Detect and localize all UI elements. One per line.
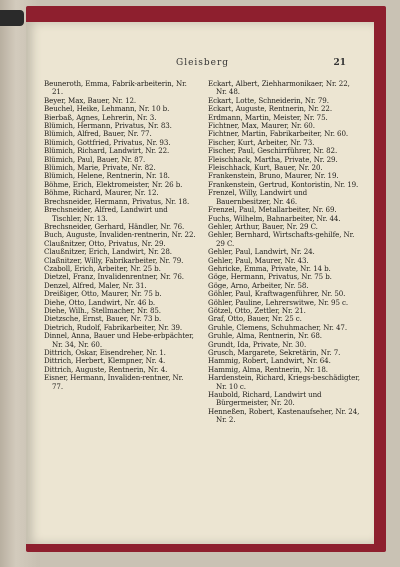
- directory-entry: Dietzsche, Ernst, Bauer, Nr. 73 b.: [44, 314, 162, 324]
- directory-entry: Czaboll, Erich, Arbeiter, Nr. 25 b.: [44, 263, 161, 273]
- directory-entry: Gehler, Paul, Maurer, Nr. 43.: [208, 255, 309, 265]
- directory-entry: Blümich, Paul, Bauer, Nr. 87.: [44, 154, 146, 164]
- directory-entry: Beuneroth, Emma, Fabrik-arbeiterin, Nr. 21.: [44, 79, 187, 97]
- directory-entry: Denzel, Alfred, Maler, Nr. 31.: [44, 280, 147, 290]
- directory-entry: Claußnitzer, Erich, Landwirt, Nr. 28.: [44, 247, 172, 257]
- directory-entry: Frenzel, Paul, Metallarbeiter, Nr. 69.: [208, 205, 337, 215]
- left-column: [44, 80, 196, 425]
- directory-entry: Brechsneider, Alfred, Landwirt und Tischler, Nr. 13.: [44, 205, 168, 223]
- running-title: Gleisberg: [176, 58, 230, 68]
- directory-entry: Eckart, Lotte, Schneiderin, Nr. 79.: [208, 95, 329, 105]
- directory-entry: Henneßen, Robert, Kastenaufseher, Nr. 24, Nr. 2.: [208, 406, 360, 425]
- directory-entry: Frankenstein, Gertrud, Kontoristin, Nr. 19.: [208, 179, 359, 189]
- directory-entry: Gehricke, Emma, Private, Nr. 14 b.: [208, 263, 331, 273]
- directory-entry: Fischer, Kurt, Arbeiter, Nr. 73.: [208, 137, 315, 147]
- directory-entry: Claßnitzer, Willy, Fabrikarbeiter, Nr. 79.: [44, 255, 184, 265]
- directory-entry: Blümich, Gottfried, Privatus, Nr. 93.: [44, 137, 171, 147]
- directory-entry: Frenzel, Willy, Landwirt und Bauernbesitzer, Nr. 46.: [208, 188, 308, 206]
- directory-entry: Dittrich, Auguste, Rentnerin, Nr. 4.: [44, 364, 168, 374]
- directory-entry: Eckart, Albert, Ziehharmonikaer, Nr. 22, Nr. 48.: [208, 79, 350, 97]
- directory-entry: Dittrich, Herbert, Klempner, Nr. 4.: [44, 356, 166, 366]
- directory-entry: Dietrich, Rudolf, Fabrikarbeiter, Nr. 39.: [44, 322, 183, 332]
- directory-entry: Göhler, Pauline, Lehrerswitwe, Nr. 95 c.: [208, 297, 349, 307]
- directory-entry: Brechsneider, Hermann, Privatus, Nr. 18.: [44, 196, 190, 206]
- directory-entry: Göge, Arno, Arbeiter, Nr. 58.: [208, 280, 309, 290]
- directory-entry: Brechsneider, Gerhard, Händler, Nr. 76.: [44, 221, 185, 231]
- directory-entry: Böhme, Richard, Maurer, Nr. 12.: [44, 188, 159, 198]
- directory-entry: Gruhle, Alma, Rentnerin, Nr. 68.: [208, 331, 322, 341]
- directory-entry: Beuchel, Heike, Lehmann, Nr. 10 b.: [44, 104, 170, 114]
- right-column: [208, 80, 360, 425]
- directory-entry: Diehe, Otto, Landwirt, Nr. 46 b.: [44, 297, 156, 307]
- directory-entry: Dietzel, Franz, Invalidenrentner, Nr. 76.: [44, 272, 184, 282]
- directory-entry: Blümich, Marie, Private, Nr. 82.: [44, 163, 156, 173]
- directory-entry: Diehe, Wilh., Stellmacher, Nr. 85.: [44, 305, 161, 315]
- directory-entry: Bierbaß, Agnes, Lehrerin, Nr. 3.: [44, 112, 157, 122]
- directory-entry: Haubold, Richard, Landwirt und Bürgermeister, Nr. 20.: [208, 390, 322, 408]
- directory-entry: Gruhle, Clemens, Schuhmacher, Nr. 47.: [208, 322, 347, 332]
- directory-columns: [44, 80, 360, 425]
- directory-entry: Dinnel, Anna, Bauer und Hebe-erbpächter, Nr. 34, Nr. 60.: [44, 331, 194, 349]
- directory-entry: Blümich, Alfred, Bauer, Nr. 77.: [44, 129, 152, 139]
- directory-entry: Erdmann, Martin, Meister, Nr. 75.: [208, 112, 328, 122]
- directory-entry: Dittrich, Oskar, Eisendreher, Nr. 1.: [44, 348, 166, 357]
- directory-entry: Fuchs, Wilhelm, Bahnarbeiter, Nr. 44.: [208, 213, 341, 223]
- directory-entry: Blümich, Richard, Landwirt, Nr. 22.: [44, 146, 170, 156]
- directory-entry: Fichtner, Martin, Fabrikarbeiter, Nr. 60.: [208, 129, 349, 139]
- directory-entry: Eisner, Hermann, Invaliden-rentner, Nr. 77.: [44, 373, 184, 391]
- directory-entry: Götzel, Otto, Zettler, Nr. 21.: [208, 305, 306, 315]
- directory-entry: Hammig, Alma, Rentnerin, Nr. 18.: [208, 364, 328, 374]
- directory-entry: Gehler, Arthur, Bauer, Nr. 29 C.: [208, 221, 318, 231]
- directory-entry: Fleischhack, Kurt, Bauer, Nr. 20.: [208, 163, 323, 173]
- directory-entry: Gehler, Paul, Landwirt, Nr. 24.: [208, 247, 315, 257]
- directory-entry: Blümich, Helene, Rentnerin, Nr. 18.: [44, 171, 170, 181]
- directory-entry: Hammig, Robert, Landwirt, Nr. 64.: [208, 356, 331, 366]
- directory-entry: Dreißiger, Otto, Maurer, Nr. 75 b.: [44, 289, 162, 299]
- directory-entry: Gehler, Bernhard, Wirtschafts-gehilfe, Nr. 29 C.: [208, 230, 355, 248]
- directory-entry: Fleischhack, Martha, Private, Nr. 29.: [208, 154, 338, 164]
- directory-entry: Fichtner, Max, Maurer, Nr. 60.: [208, 121, 315, 131]
- directory-page: [26, 22, 374, 544]
- directory-entry: Böhme, Erich, Elektromeister, Nr. 26 b.: [44, 179, 183, 189]
- directory-entry: Frankenstein, Bruno, Maurer, Nr. 19.: [208, 171, 339, 181]
- page-tab-marker: [0, 10, 24, 26]
- directory-entry: Grusch, Margarete, Sekretärin, Nr. 7.: [208, 348, 341, 357]
- directory-entry: Fischer, Paul, Geschirrführer, Nr. 82.: [208, 146, 338, 156]
- directory-entry: Beyer, Max, Bauer, Nr. 12.: [44, 95, 137, 105]
- directory-entry: Graf, Otto, Bauer, Nr. 25 c.: [208, 314, 302, 324]
- page-header: [26, 58, 374, 72]
- directory-entry: Grundt, Ida, Private, Nr. 30.: [208, 339, 307, 349]
- directory-entry: Buch, Auguste, Invaliden-rentnerin, Nr. 22.: [44, 230, 196, 240]
- directory-entry: Eckart, Auguste, Rentnerin, Nr. 22.: [208, 104, 333, 114]
- directory-entry: Hardenstein, Richard, Kriegs-beschädigter, Nr. 10 c.: [208, 373, 360, 391]
- directory-entry: Göhler, Paul, Kraftwagenführer, Nr. 50.: [208, 289, 346, 299]
- page-number: 21: [333, 58, 346, 68]
- directory-entry: Göge, Hermann, Privatus, Nr. 75 b.: [208, 272, 332, 282]
- directory-entry: Claußnitzer, Otto, Privatus, Nr. 29.: [44, 238, 166, 248]
- directory-entry: Blümich, Hermann, Privatus, Nr. 83.: [44, 121, 172, 131]
